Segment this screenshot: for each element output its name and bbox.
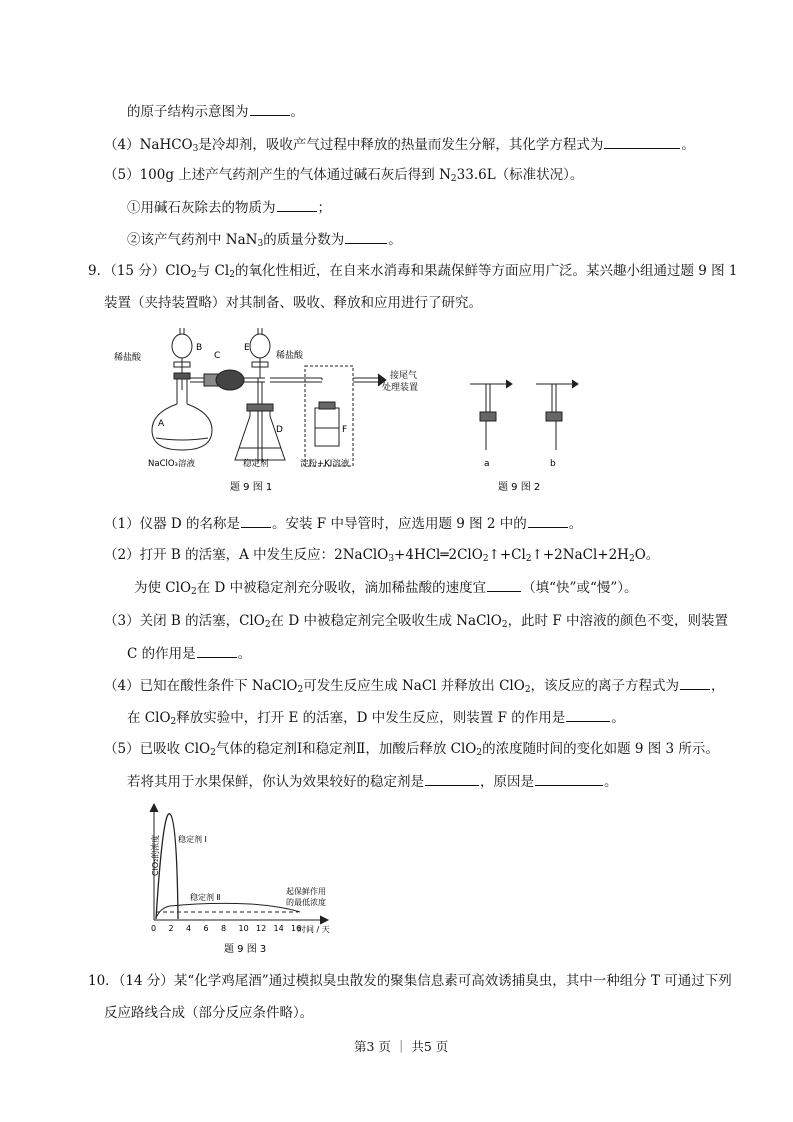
fig2-caption: 题 9 图 2 — [498, 482, 541, 493]
x-tick-labels — [151, 924, 301, 933]
tube-options — [470, 380, 578, 450]
box-f — [305, 366, 353, 466]
label-a: A — [158, 419, 165, 429]
label-hcl-right: 稀盐酸 — [276, 351, 304, 361]
q9-s3: （3）关闭 B 的活塞，ClO$_2$在 D 中被稳定剂完全吸收生成 NaClO$_2$，此时 F 中溶液的颜色不变，则装置 — [104, 613, 729, 630]
q9-s5b: 若将其用于水果保鲜，你认为效果较好的稳定剂是 ，原因是 。 — [127, 774, 618, 790]
q9-s4: （4）已知在酸性条件下 NaClO$_2$可发生反应生成 NaCl 并释放出 ClO$_2$，该反应的离子方程式为 ， — [104, 678, 725, 695]
q8-part4: （4）NaHCO$_3$是冷却剂，吸收产气过程中释放的热量而发生分解，其化学方程式为 。 — [104, 137, 695, 154]
q9-intro-line2: 装置（夹持装置略）对其制备、吸收、释放和应用进行了研究。 — [104, 295, 482, 311]
q9-s5: （5）已吸收 ClO$_2$气体的稳定剂Ⅰ和稳定剂Ⅱ，加酸后释放 ClO$_2$的浓度随时间的变化如题 9 图 3 所示。 — [104, 741, 719, 758]
q9-s2b: 为使 ClO$_2$在 D 中被稳定剂充分吸收，滴加稀盐酸的速度宜 （填“快”或“慢”）。 — [134, 580, 638, 597]
label-tube-b: b — [550, 459, 556, 469]
q9-s2: （2）打开 B 的活塞，A 中发生反应：$2NaClO_3+4HCl═2ClO_2↑+Cl_2↑+2NaCl+2H_2O$。 — [104, 547, 660, 564]
label-stabilizer-ii: 稳定剂 Ⅱ — [190, 893, 221, 902]
label-starch-ki: 淀粉+KI溶液 — [300, 459, 350, 469]
label-min-conc-2: 的最低浓度 — [286, 898, 326, 907]
y-axis-arrow — [150, 804, 158, 812]
x-tick-label: 6 — [203, 924, 209, 933]
label-b: B — [196, 343, 203, 353]
drying-tube-c — [204, 370, 265, 390]
label-stabilizer: 稳定剂 — [243, 459, 269, 469]
label-stabilizer-i: 稳定剂 Ⅰ — [178, 835, 207, 844]
bottle-f — [315, 402, 339, 446]
q8-sub1: ①用碱石灰除去的物质为 ； — [127, 200, 331, 216]
x-tick-label: 14 — [273, 924, 284, 933]
x-axis-label: 时间 / 天 — [298, 925, 330, 934]
concentration-graph — [130, 800, 350, 962]
x-tick-label: 0 — [151, 924, 157, 933]
funnel-e — [250, 328, 270, 378]
q9-s4b: 在 ClO$_2$释放实验中，打开 E 的活塞，D 中发生反应，则装置 F 的作用是 。 — [127, 710, 625, 727]
label-tail1: 接尾气 — [390, 371, 418, 381]
q8-line1: 的原子结构示意图为 。 — [127, 104, 304, 120]
q10-line1: 10．（14 分）某“化学鸡尾酒”通过模拟臭虫散发的聚集信息素可高效诱捕臭虫，其中一种组分 T 可通过下列 — [88, 973, 732, 989]
label-e: E — [244, 343, 250, 353]
x-tick-label: 16 — [291, 924, 302, 933]
apparatus-figure — [100, 318, 610, 500]
q8-sub2: ②该产气药剂中 NaN$_3$的质量分数为 。 — [127, 232, 402, 249]
x-tick-label: 4 — [186, 924, 192, 933]
flask-d — [235, 378, 285, 463]
page-footer: 第3 页 ｜ 共5 页 — [354, 1039, 449, 1054]
x-axis-arrow — [320, 916, 328, 924]
label-tube-a: a — [484, 459, 490, 469]
x-tick-label: 12 — [256, 924, 267, 933]
label-d: D — [276, 425, 283, 435]
label-naclo3: NaClO₃溶液 — [148, 459, 195, 469]
label-min-conc-1: 起保鲜作用 — [286, 887, 326, 896]
x-tick-label: 8 — [221, 924, 227, 933]
q9-s1: （1）仪器 D 的名称是 。安装 F 中导管时，应选用题 9 图 2 中的 。 — [104, 516, 583, 532]
label-tail2: 处理装置 — [382, 383, 419, 393]
x-tick-label: 10 — [238, 924, 249, 933]
q8-part5: （5）100g 上述产气药剂产生的气体通过碱石灰后得到 $N_233.6L$（标准状况）。 — [104, 167, 584, 184]
q10-line2: 反应路线合成（部分反应条件略）。 — [104, 1005, 314, 1021]
fig3-caption: 题 9 图 3 — [224, 944, 267, 955]
funnel-b — [172, 328, 192, 390]
label-c: C — [214, 351, 221, 361]
q9-s3b: C 的作用是 。 — [127, 646, 252, 662]
x-tick-label: 2 — [168, 924, 174, 933]
y-axis-label: ClO₂的浓度 — [151, 834, 160, 876]
fig1-caption: 题 9 图 1 — [230, 482, 273, 493]
label-f: F — [342, 425, 348, 435]
label-hcl-left: 稀盐酸 — [114, 353, 142, 363]
q9-intro-line1: 9．（15 分）ClO$_2$与 $Cl_2$的氧化性相近，在自来水消毒和果蔬保鲜等方面应用广泛。某兴趣小组通过题 9 图 1 — [88, 263, 738, 280]
